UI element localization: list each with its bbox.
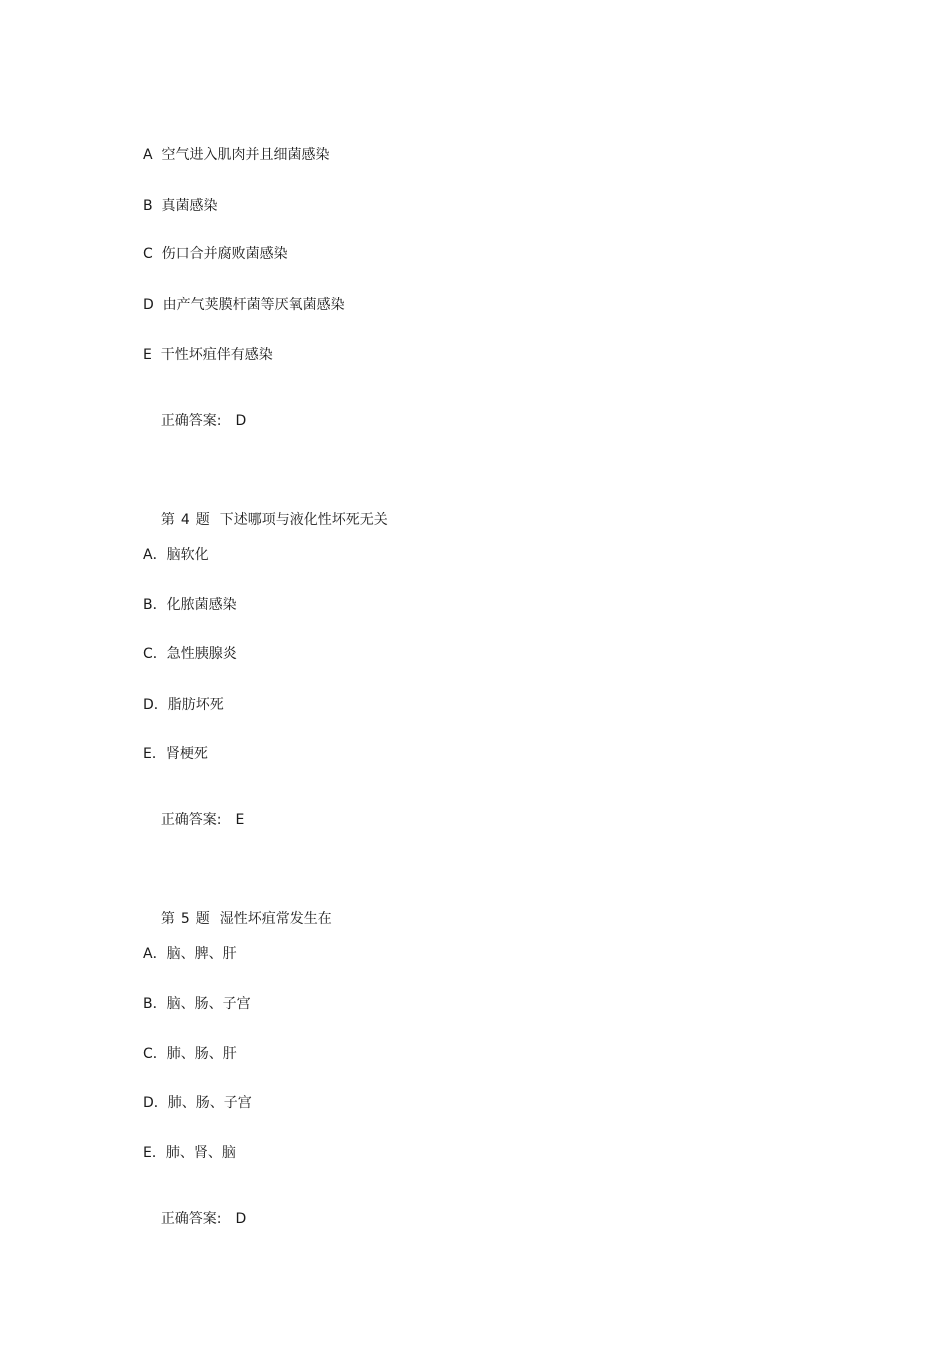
question-stem: 下述哪项与液化性坏死无关 bbox=[219, 512, 388, 528]
q3-option-b: B 真菌感染 bbox=[143, 198, 218, 214]
q4-answer bbox=[143, 793, 244, 847]
question-number: 5 bbox=[180, 911, 190, 927]
q5-option-e: E．肺、肾、脑 bbox=[143, 1145, 236, 1161]
q3-answer bbox=[143, 394, 246, 448]
q3-option-a: A 空气进入肌肉并且细菌感染 bbox=[143, 147, 330, 163]
q5-title bbox=[143, 892, 332, 946]
answer-value: D bbox=[235, 1211, 247, 1227]
question-prefix: 第 bbox=[160, 911, 175, 927]
q5-option-c: C．肺、肠、肝 bbox=[143, 1046, 237, 1062]
question-prefix: 第 bbox=[160, 512, 175, 528]
question-stem: 湿性坏疽常发生在 bbox=[219, 911, 332, 927]
q4-option-a: A．脑软化 bbox=[143, 547, 209, 563]
question-suffix: 题 bbox=[195, 911, 210, 927]
q4-title bbox=[143, 493, 388, 547]
answer-label: 正确答案: bbox=[160, 812, 222, 828]
q4-option-b: B．化脓菌感染 bbox=[143, 597, 237, 613]
answer-value: E bbox=[235, 812, 245, 828]
q3-option-d: D 由产气荚膜杆菌等厌氧菌感染 bbox=[143, 297, 345, 313]
q5-option-b: B．脑、肠、子宫 bbox=[143, 996, 251, 1012]
q3-option-c: C 伤口合并腐败菌感染 bbox=[143, 246, 288, 262]
question-suffix: 题 bbox=[195, 512, 210, 528]
answer-label: 正确答案: bbox=[160, 413, 222, 429]
answer-label: 正确答案: bbox=[160, 1211, 222, 1227]
q4-option-e: E．肾梗死 bbox=[143, 746, 208, 762]
q4-option-c: C．急性胰腺炎 bbox=[143, 646, 237, 662]
q5-option-a: A．脑、脾、肝 bbox=[143, 946, 237, 962]
q5-option-d: D．肺、肠、子宫 bbox=[143, 1095, 252, 1111]
q4-option-d: D．脂肪坏死 bbox=[143, 697, 224, 713]
q5-answer bbox=[143, 1192, 246, 1246]
q3-option-e: E 干性坏疽伴有感染 bbox=[143, 347, 273, 363]
question-number: 4 bbox=[180, 512, 190, 528]
answer-value: D bbox=[235, 413, 247, 429]
